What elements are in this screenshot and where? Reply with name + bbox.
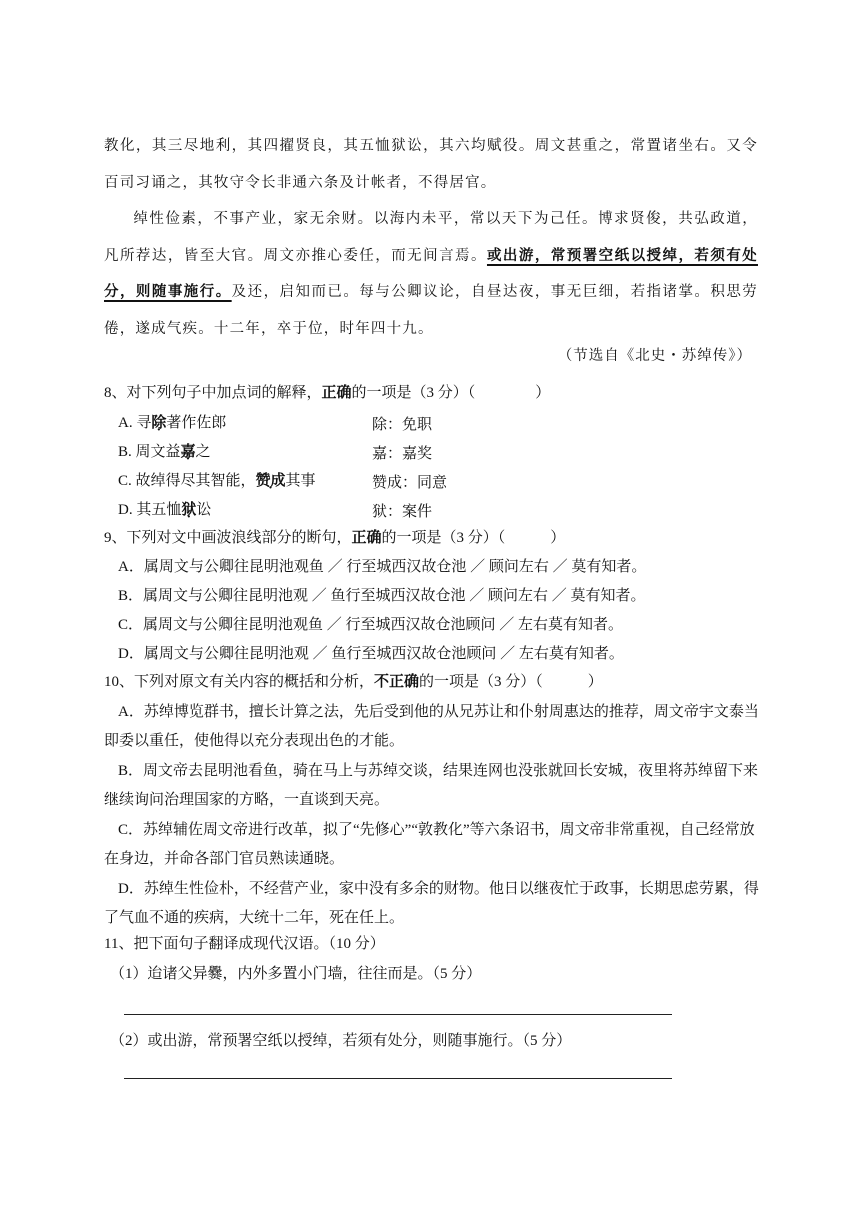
q8-b-pre: B. 周文益: [118, 444, 181, 460]
q8-option-a-explain: 除：免职: [372, 417, 433, 433]
q9-option-d[interactable]: D．属周文与公卿往昆明池观 ／ 鱼行至城西汉故仓池顾问 ／ 左右莫有知者。: [118, 646, 624, 662]
passage-p2-text-a: 绰性俭素，不事产业，家无余财。以海内未平，常以天下为己任。博求贤俊，共弘政道，凡所荐达，皆至大官。周文亦推心委任，而无间言焉。: [104, 211, 758, 264]
q8-stem-emphasis: 正确: [321, 385, 352, 401]
answer-line-1[interactable]: [124, 1014, 672, 1015]
q8-b-post: 之: [195, 444, 211, 460]
q8-a-dotted-word: 除: [151, 415, 167, 431]
q8-a-post: 著作佐郎: [166, 415, 227, 431]
q8-option-b-explain: 嘉：嘉奖: [372, 446, 433, 462]
q8-stem-text: 8、对下列句子中加点词的解释，: [104, 385, 322, 401]
q8-option-d[interactable]: [118, 500, 211, 520]
passage-source: （节选自《北史・苏绰传》）: [557, 348, 752, 364]
q8-a-pre: A. 寻: [118, 415, 152, 431]
q8-option-b[interactable]: [118, 442, 211, 462]
underlined-sentence: 或出游，常预署空纸以授绰，若须有处分，则随事施行。: [104, 246, 758, 300]
q8-option-c-explain: 赞成：同意: [372, 475, 448, 491]
q8-d-dotted-word: 狱: [181, 502, 197, 518]
q9-option-a[interactable]: A．属周文与公卿往昆明池观鱼 ／ 行至城西汉故仓池 ／ 顾问左右 ／ 莫有知者。: [118, 559, 647, 575]
q11-sentence-2: （2）或出游，常预署空纸以授绰，若须有处分，则随事施行。（5 分）: [110, 1033, 572, 1049]
q9-stem-tail: 的一项是（3 分）（ ）: [381, 530, 566, 546]
q8-d-pre: D. 其五恤: [118, 502, 182, 518]
q8-d-post: 讼: [196, 502, 212, 518]
q8-option-c[interactable]: [118, 471, 316, 491]
q10-option-c[interactable]: C．苏绰辅佐周文帝进行改革，拟了“先修心”“敦教化”等六条诏书，周文帝非常重视，自己经常放在身边，并命各部门官员熟读通晓。: [104, 822, 755, 867]
q8-c-pre: C. 故绰得尽其智能，: [118, 473, 256, 489]
q9-stem-emphasis: 正确: [351, 530, 382, 546]
passage-paragraph-1: [104, 128, 758, 201]
passage-paragraph-2: [104, 201, 758, 347]
q10-stem-tail: 的一项是（3 分）（ ）: [419, 674, 603, 690]
q10-stem-text: 10、下列对原文有关内容的概括和分析，: [104, 674, 375, 690]
q9-option-b[interactable]: B．属周文与公卿往昆明池观 ／ 鱼行至城西汉故仓池 ／ 顾问左右 ／ 莫有知者。: [118, 588, 646, 604]
q8-stem-tail: 的一项是（3 分）（ ）: [351, 385, 551, 401]
q9-stem-text: 9、下列对文中画波浪线部分的断句，: [104, 530, 352, 546]
q10-option-d[interactable]: D．苏绰生性俭朴，不经营产业，家中没有多余的财物。他日以继夜忙于政事，长期思虑劳累，得了气血不通的疾病，大统十二年，死在任上。: [104, 881, 759, 926]
q9-option-c[interactable]: C．属周文与公卿往昆明池观鱼 ／ 行至城西汉故仓池顾问 ／ 左右莫有知者。: [118, 617, 624, 633]
q8-option-a[interactable]: [118, 413, 226, 433]
question-11-stem: 11、把下面句子翻译成现代汉语。（10 分）: [104, 936, 385, 952]
passage-p1-text: 教化，其三尽地利，其四擢贤良，其五恤狱讼，其六均赋役。周文甚重之，常置诸坐右。又令百司习诵之，其牧守令长非通六条及计帐者，不得居官。: [104, 138, 758, 191]
q10-option-b[interactable]: B．周文帝去昆明池看鱼，骑在马上与苏绰交谈，结果连网也没张就回长安城，夜里将苏绰留下来继续询问治理国家的方略，一直谈到天亮。: [104, 763, 759, 808]
q8-b-dotted-word: 嘉: [180, 444, 196, 460]
question-10-stem: [104, 672, 764, 692]
question-8-stem: [104, 383, 764, 403]
q10-option-a[interactable]: A．苏绰博览群书，擅长计算之法，先后受到他的从兄苏让和仆射周惠达的推荐，周文帝宇文泰当即委以重任，使他得以充分表现出色的才能。: [104, 704, 759, 749]
q11-sentence-1: （1）迨诸父异爨，内外多置小门墙，往往而是。（5 分）: [110, 966, 482, 982]
q10-stem-emphasis: 不正确: [374, 674, 420, 690]
question-9-stem: [104, 528, 764, 548]
q8-c-dotted-word: 赞成: [255, 473, 286, 489]
passage-p2-text-b: 及还，启知而已。每与公卿议论，自昼达夜，事无巨细，若指诸掌。积思劳倦，遂成气疾。十二年，卒于位，时年四十九。: [104, 284, 758, 337]
answer-line-2[interactable]: [124, 1078, 672, 1079]
q8-option-d-explain: 狱：案件: [372, 504, 433, 520]
q8-c-post: 其事: [285, 473, 316, 489]
